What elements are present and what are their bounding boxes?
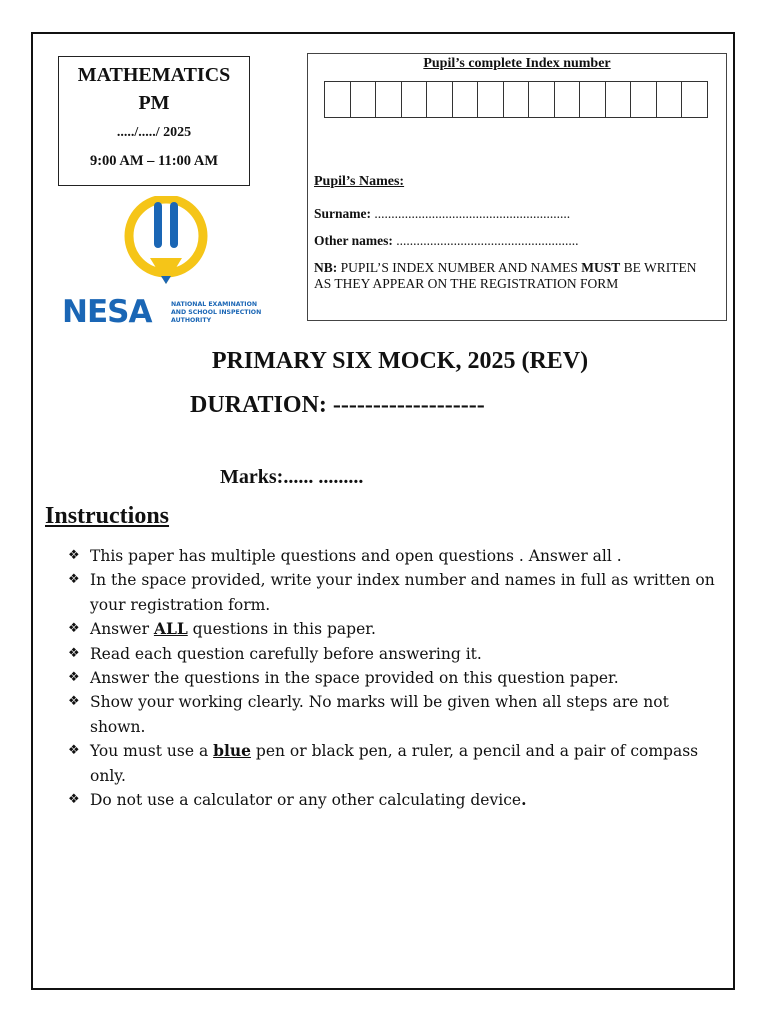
session-label: PM <box>138 92 170 114</box>
diamond-bullet-icon: ❖ <box>68 645 80 661</box>
nb-text-1: PUPIL’S INDEX NUMBER AND NAMES <box>337 260 582 275</box>
list-item <box>68 690 728 739</box>
duration-line: DURATION: ------------------- <box>190 392 485 418</box>
diamond-bullet-icon: ❖ <box>68 621 80 637</box>
instruction-text: Answer the questions in the space provided on this question paper. <box>90 669 619 688</box>
index-cell[interactable] <box>426 81 453 118</box>
index-cell[interactable] <box>528 81 555 118</box>
logo-subtitle <box>171 301 261 325</box>
pupil-names-title: Pupil’s Names: <box>314 174 405 189</box>
diamond-bullet-icon: ❖ <box>68 572 80 588</box>
instruction-text: Read each question carefully before answering it. <box>90 644 482 663</box>
index-cell[interactable] <box>605 81 632 118</box>
index-cell[interactable] <box>554 81 581 118</box>
list-item <box>68 642 728 666</box>
index-cell[interactable] <box>452 81 479 118</box>
subject-name: MATHEMATICS <box>77 64 231 86</box>
nb-text-2: BE WRITEN AS THEY APPEAR ON THE REGISTRATION FORM <box>314 260 697 291</box>
index-number-title: Pupil’s complete Index number <box>423 56 611 71</box>
instruction-text: This paper has multiple questions and open questions . Answer all . <box>90 547 622 565</box>
instructions-heading: Instructions <box>45 503 170 529</box>
instruction-emphasis: blue <box>213 741 251 761</box>
exam-title: PRIMARY SIX MOCK, 2025 (REV) <box>211 348 589 374</box>
pupil-details-box <box>307 53 727 321</box>
surname-dots: .......................................................... <box>371 206 571 221</box>
diamond-bullet-icon: ❖ <box>68 792 80 808</box>
index-cell[interactable] <box>375 81 402 118</box>
index-cell[interactable] <box>350 81 377 118</box>
index-cell[interactable] <box>503 81 530 118</box>
list-item <box>68 544 728 568</box>
index-cell[interactable] <box>630 81 657 118</box>
marks-line: Marks:...... ......... <box>220 466 364 488</box>
instruction-text: Answer <box>90 620 154 639</box>
other-names-field[interactable] <box>314 233 579 249</box>
exam-date: ...../...../ 2025 <box>116 125 192 140</box>
nb-note <box>314 260 714 292</box>
logo-line-2: AND SCHOOL INSPECTION <box>171 309 262 316</box>
index-number-cells[interactable] <box>325 81 708 118</box>
instruction-text: pen or black pen, a ruler, a pencil and a pair of compass only. <box>90 742 699 785</box>
logo-line-3: AUTHORITY <box>171 317 212 324</box>
index-cell[interactable] <box>477 81 504 118</box>
nb-label: NB: <box>314 260 338 275</box>
instruction-period: . <box>521 790 527 810</box>
instruction-text: Show your working clearly. No marks will be given when all steps are not shown. <box>90 693 669 736</box>
index-cell[interactable] <box>401 81 428 118</box>
index-cell[interactable] <box>324 81 351 118</box>
diamond-bullet-icon: ❖ <box>68 548 80 563</box>
logo-line-1: NATIONAL EXAMINATION <box>171 301 258 308</box>
list-item <box>68 568 728 617</box>
instructions-list <box>68 544 728 812</box>
diamond-bullet-icon: ❖ <box>68 694 80 710</box>
surname-label: Surname: <box>314 206 371 221</box>
index-cell[interactable] <box>681 81 708 118</box>
diamond-bullet-icon: ❖ <box>68 743 80 759</box>
index-cell[interactable] <box>579 81 606 118</box>
other-names-label: Other names: <box>314 233 393 248</box>
subject-box <box>58 56 250 186</box>
instruction-emphasis: ALL <box>153 619 188 639</box>
instruction-text: In the space provided, write your index number and names in full as written on your registration form. <box>90 571 715 614</box>
list-item <box>68 788 728 812</box>
other-names-dots: ...................................................... <box>392 233 579 248</box>
surname-field[interactable] <box>314 206 570 222</box>
instruction-text: Do not use a calculator or any other calculating device <box>90 791 522 810</box>
list-item <box>68 739 728 788</box>
instruction-text: questions in this paper. <box>187 620 376 639</box>
logo-wordmark: NESA <box>62 294 152 330</box>
list-item <box>68 666 728 690</box>
exam-time: 9:00 AM – 11:00 AM <box>89 153 219 169</box>
diamond-bullet-icon: ❖ <box>68 670 80 686</box>
list-item <box>68 617 728 641</box>
index-cell[interactable] <box>656 81 683 118</box>
instruction-text: You must use a <box>90 742 214 761</box>
nb-must: MUST <box>581 260 621 275</box>
